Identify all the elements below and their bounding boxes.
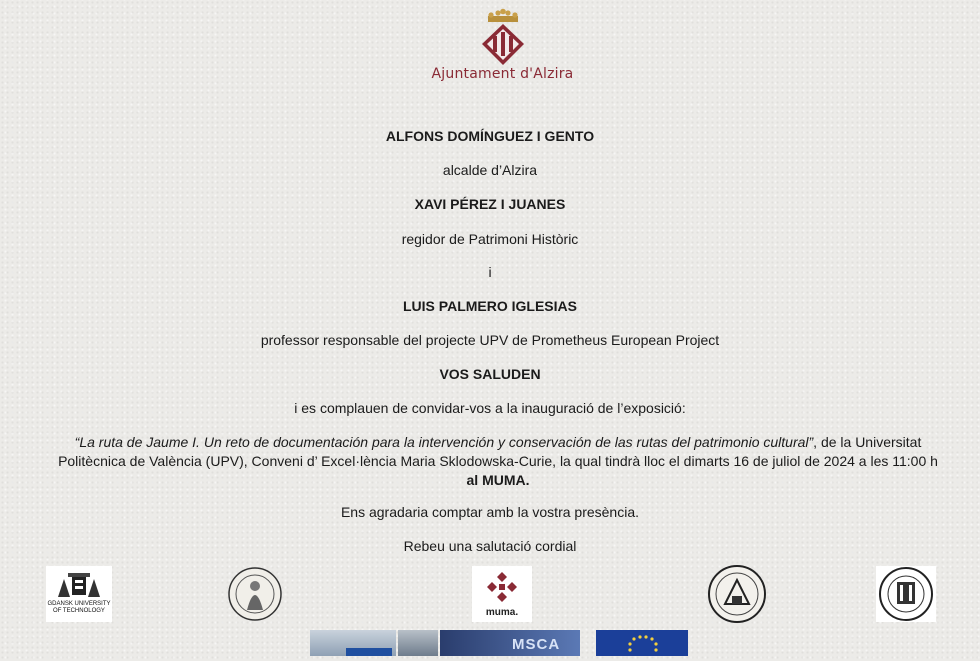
universitat-valencia-seal [876, 566, 936, 622]
eu-stars-icon [596, 630, 688, 656]
host3-role: professor responsable del projecte UPV de Prometheus European Project [260, 332, 720, 348]
exhibition-title: “La ruta de Jaume I. Un reto de documentación para la intervención y conservación de las rutas del patrimonio cultural” [74, 434, 814, 450]
eu-building-image [310, 630, 396, 656]
closing-presence: Ens agradaria comptar amb la vostra presència. [340, 504, 640, 520]
round-seal-icon [707, 564, 767, 624]
gdansk-crest-icon [54, 573, 104, 601]
alzira-coat-of-arms-icon [479, 8, 527, 66]
sapienza-seal-icon [225, 566, 285, 622]
alzira-logo [420, 8, 585, 82]
building-image [398, 630, 438, 656]
muma-label: muma. [485, 607, 519, 618]
eu-flag [596, 630, 688, 656]
msca-label: MSCA [512, 636, 561, 653]
muma-pattern-icon [483, 570, 521, 606]
host1-role: alcalde d’Alzira [442, 162, 538, 178]
exhibition-details: , de la Universitat Politècnica de València (UPV), Conveni d’ Excel·lència Maria Sklodowska-Curie, la qual tindrà lloc el dimarts 16 de juliol de 2024 a les 11:00 h [58, 434, 938, 469]
exhibition-venue: al MUMA. [466, 472, 530, 488]
sapienza-university-seal [224, 566, 286, 622]
alzira-logo-text: Ajuntament d'Alzira [431, 66, 574, 82]
conjunction: i [488, 264, 492, 280]
greeting: VOS SALUDEN [439, 366, 541, 382]
host1-name: ALFONS DOMÍNGUEZ I GENTO [385, 128, 595, 144]
invite-line: i es complauen de convidar-vos a la inauguració de l’exposició: [294, 400, 686, 416]
valencia-seal-icon [878, 566, 934, 622]
gdansk-university-logo [46, 566, 112, 622]
host3-name: LUIS PALMERO IGLESIAS [403, 298, 577, 314]
closing-salutation: Rebeu una salutació cordial [403, 538, 577, 554]
gdansk-line2: OF TECHNOLOGY [53, 608, 105, 614]
msca-logo [440, 630, 580, 656]
host2-name: XAVI PÉREZ I JUANES [414, 196, 566, 212]
exhibition-paragraph [52, 433, 944, 490]
university-seal-2 [706, 566, 768, 622]
muma-museum-logo [472, 566, 532, 622]
host2-role: regidor de Patrimoni Històric [401, 231, 579, 247]
gdansk-line1: GDANSK UNIVERSITY [47, 601, 111, 607]
